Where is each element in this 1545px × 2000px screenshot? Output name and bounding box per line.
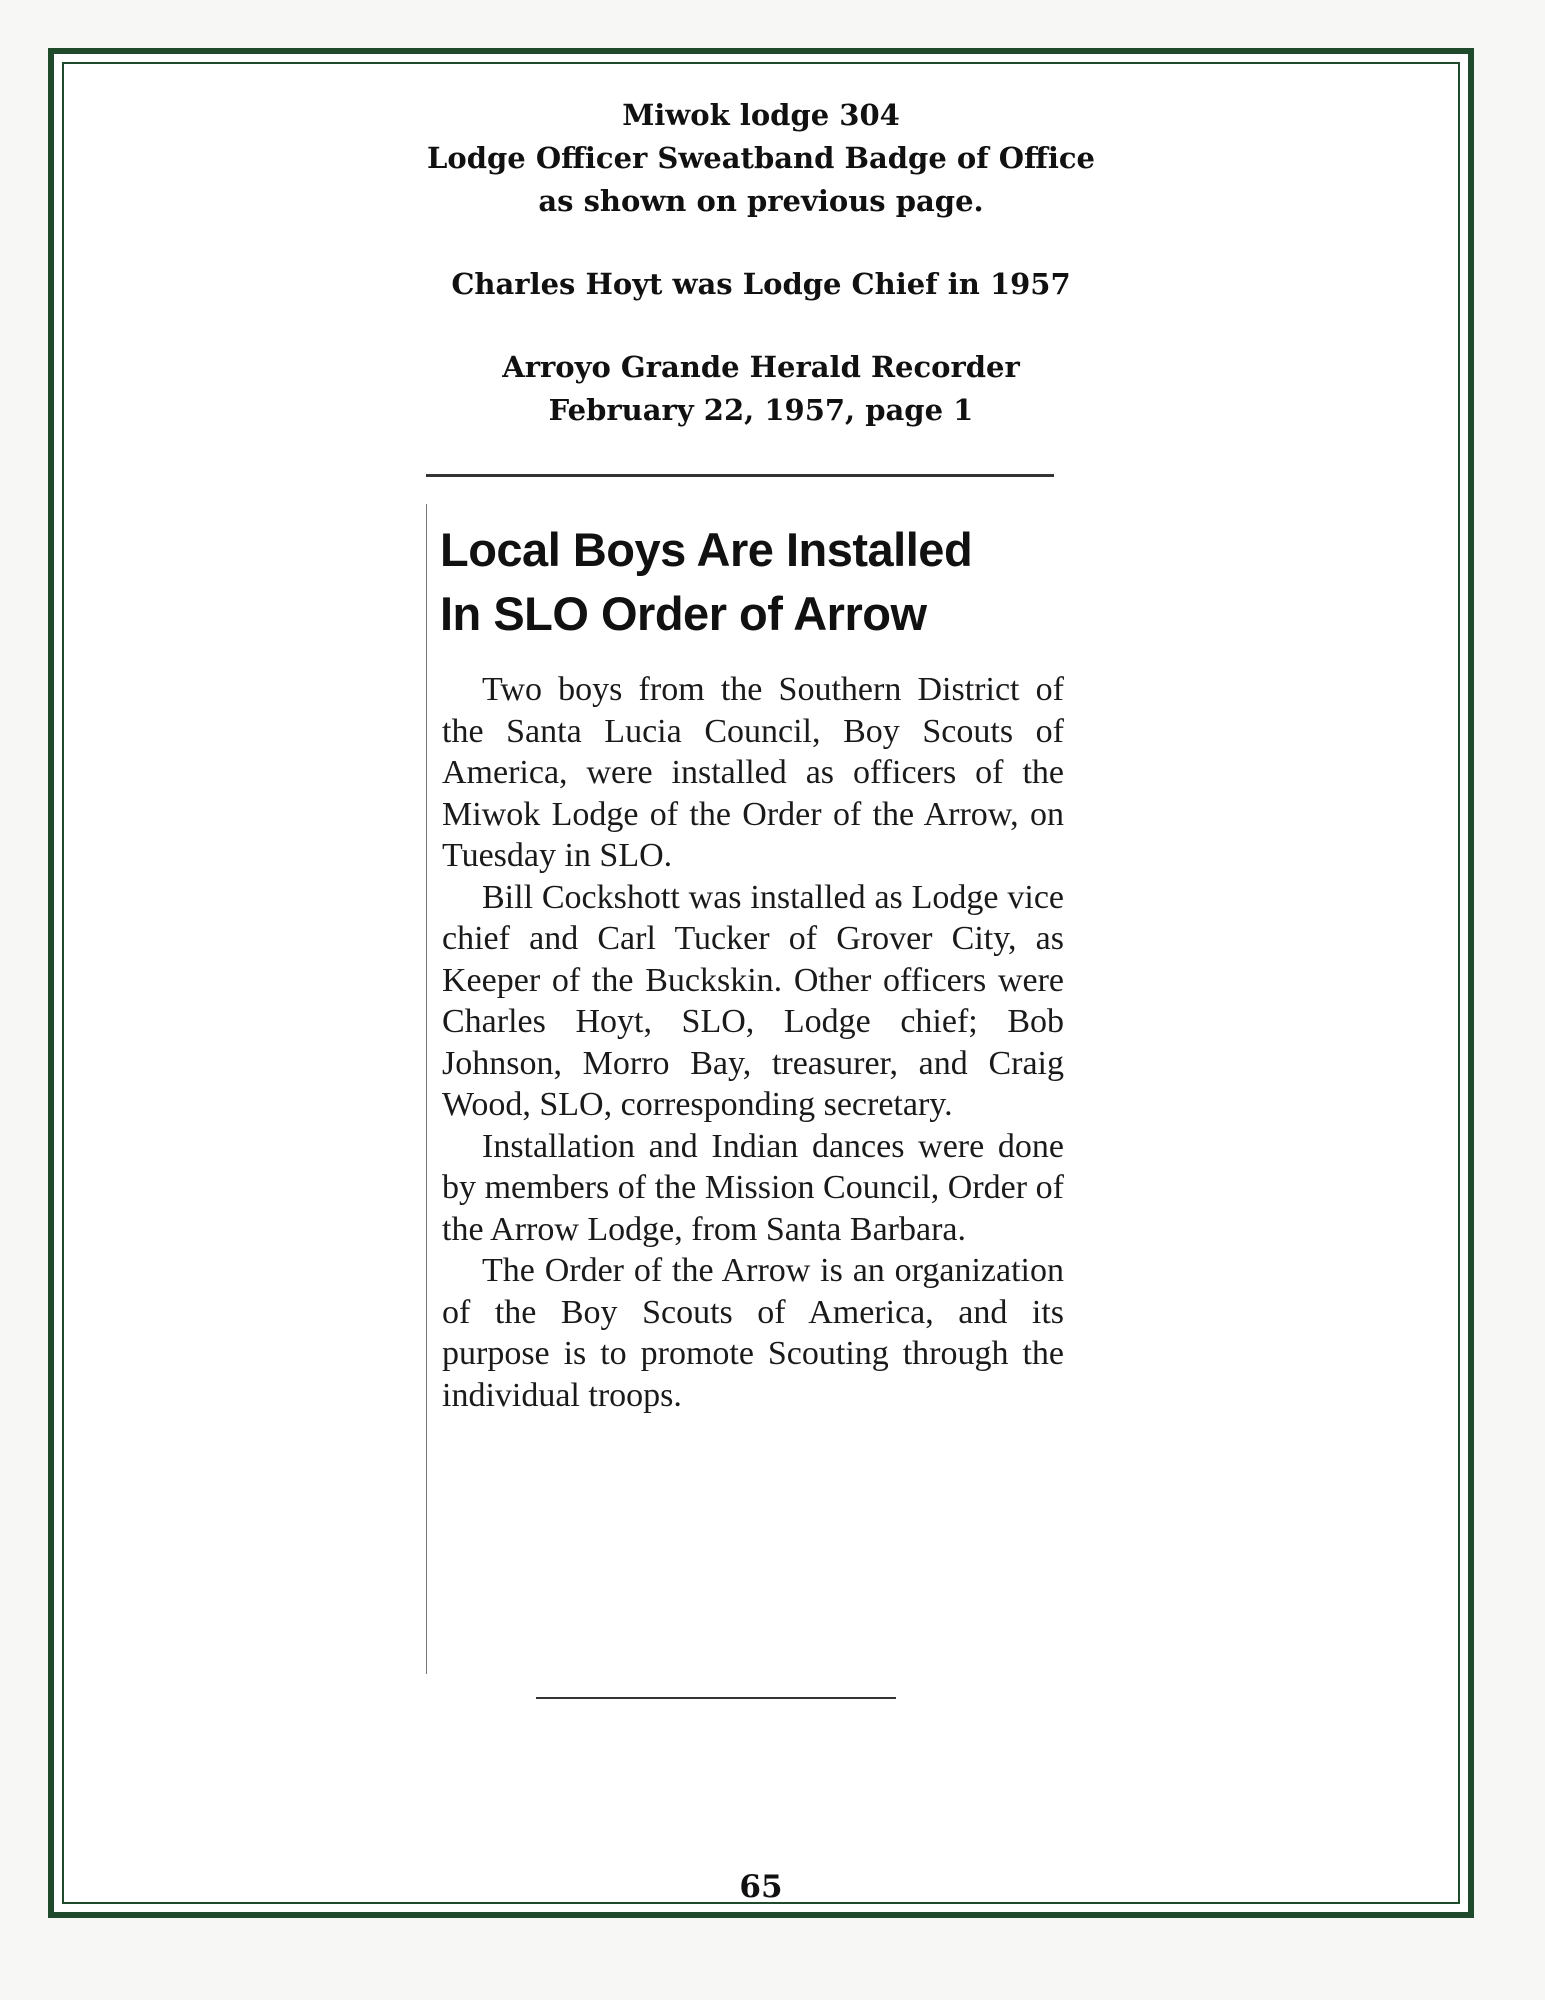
clipping-article [442, 669, 1064, 1416]
newspaper-clipping [426, 474, 1076, 1714]
article-paragraph: Bill Cockshott was installed as Lodge vice chief and Carl Tucker of Grover City, as Keeper of the Buckskin. Other officers were Charles Hoyt, SLO, Lodge chief; Bob Johnson, Morro Bay, treasurer, and Craig Wood, SLO, corresponding secretary. [442, 878, 1064, 1123]
clipping-top-rule [426, 474, 1054, 477]
article-paragraph: Installation and Indian dances were done by members of the Mission Council, Order of the Arrow Lodge, from Santa Barbara. [442, 1127, 1064, 1248]
header-spacer [54, 223, 1468, 263]
header-badge-title: Lodge Officer Sweatband Badge of Office [427, 141, 1095, 175]
clipping-headline [440, 518, 1060, 646]
header-chief-note: Charles Hoyt was Lodge Chief in 1957 [451, 267, 1071, 301]
header-badge-note: as shown on previous page. [538, 184, 984, 218]
article-paragraph: Two boys from the Southern District of the Santa Lucia Council, Boy Scouts of America, were installed as officers of the Miwok Lodge of the Order of the Arrow, on Tuesday in SLO. [442, 671, 1064, 874]
header-newspaper-name: Arroyo Grande Herald Recorder [502, 350, 1020, 384]
clipping-bottom-rule [536, 1697, 896, 1699]
header-newspaper-date: February 22, 1957, page 1 [548, 393, 974, 427]
page-number: 65 [739, 1869, 783, 1905]
header-lodge-title: Miwok lodge 304 [622, 98, 900, 132]
page-frame [48, 48, 1474, 1918]
clipping-left-edge [426, 504, 427, 1674]
header-spacer-2 [54, 306, 1468, 346]
headline-line-1: Local Boys Are Installed [440, 523, 973, 576]
article-paragraph: The Order of the Arrow is an organization of the Boy Scouts of America, and its purpose is to promote Scouting through the individual troops. [442, 1252, 1064, 1414]
page-header [54, 94, 1468, 432]
headline-line-2: In SLO Order of Arrow [440, 587, 927, 640]
